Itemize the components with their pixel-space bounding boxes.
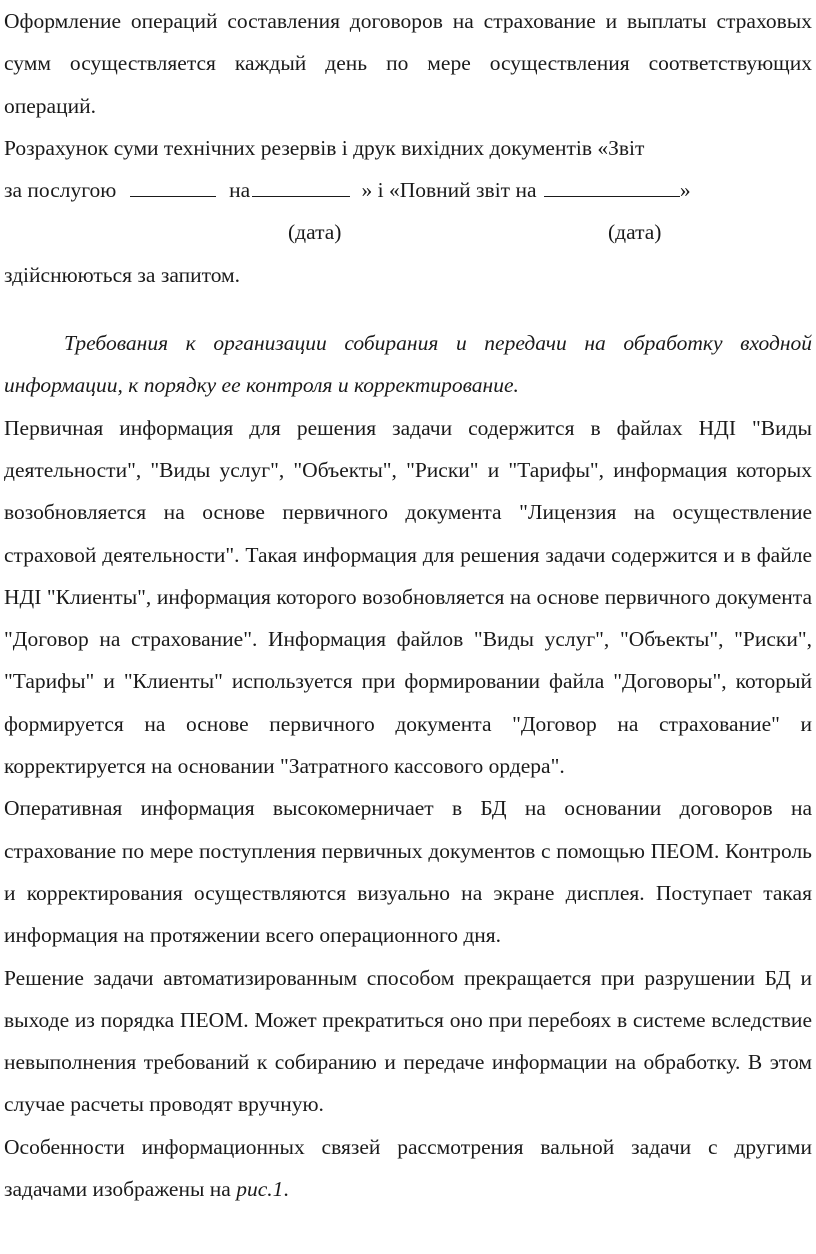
date-label-1: (дата) (288, 220, 342, 245)
text-full-report: » і «Повний звіт на (361, 178, 537, 203)
paragraph-info-links (4, 1126, 812, 1211)
paragraph-automation: Решение задачи автоматизированным способом прекращается при разрушении БД и выходе из порядка ПЕОМ. Может прекратиться оно при перебоях в системе вследствие невыполнения требований к собиранию и передаче информации на обработку. В этом случае расчеты проводят вручную. (4, 965, 812, 1117)
blank-field-date-1 (252, 174, 350, 197)
text-na: на (229, 178, 251, 203)
text-close-quote: » (679, 178, 691, 203)
paragraph-operational-info: Оперативная информация высокомерничает в БД на основании договоров на страхование по мере поступления первичных документов с помощью ПЕОМ. Контроль и корректирования осуществляются визуально на экране дисплея. Поступает такая информация на протяжении всего операционного дня. (4, 796, 812, 948)
paragraph-operations: Оформление операций составления договоров на страхование и выплаты страховых сумм осуществляется каждый день по мере осуществления соответствующих операций. (4, 9, 812, 118)
paragraph-primary-info: Первичная информация для решения задачи содержится в файлах НДІ "Виды деятельности", "Виды услуг", "Объекты", "Риски" и "Тарифы", информация которых возобновляется на основе первичного документа "Лицензия на осуществление страховой деятельности". Такая информация для решения задачи содержится и в файле НДІ "Клиенты", информация которого возобновляется на основе первичного документа "Договор на страхование". Информация файлов "Виды услуг", "Объекты", "Риски", "Тарифы" и "Клиенты" используется при формировании файла "Договоры", который формируется на основе первичного документа "Договор на страхование" и корректируется на основании "Затратного кассового ордера". (4, 415, 812, 779)
info-links-text: Особенности информационных связей рассмотрения вальной задачи с другими задачами изображены на (4, 1134, 812, 1202)
document-page (4, 0, 812, 1210)
date-labels-row (4, 211, 812, 253)
blank-field-date-2 (544, 174, 680, 197)
text-za-poslugoyu: за послугою (4, 178, 117, 203)
paragraph-reserves-line3: здійснюються за запитом. (4, 262, 241, 287)
blank-field-service (130, 174, 216, 197)
section-heading: Требования к организации собирания и передачи на обработку входной информации, к порядку ее контроля и корректирование. (4, 331, 812, 398)
date-label-2: (дата) (608, 220, 662, 245)
paragraph-reserves-line1: Розрахунок суми технічних резервів і друк вихідних документів «Звіт (4, 135, 645, 160)
figure-reference: рис.1 (236, 1177, 284, 1202)
info-links-end: . (283, 1177, 289, 1202)
paragraph-reserves-line2 (4, 169, 812, 211)
